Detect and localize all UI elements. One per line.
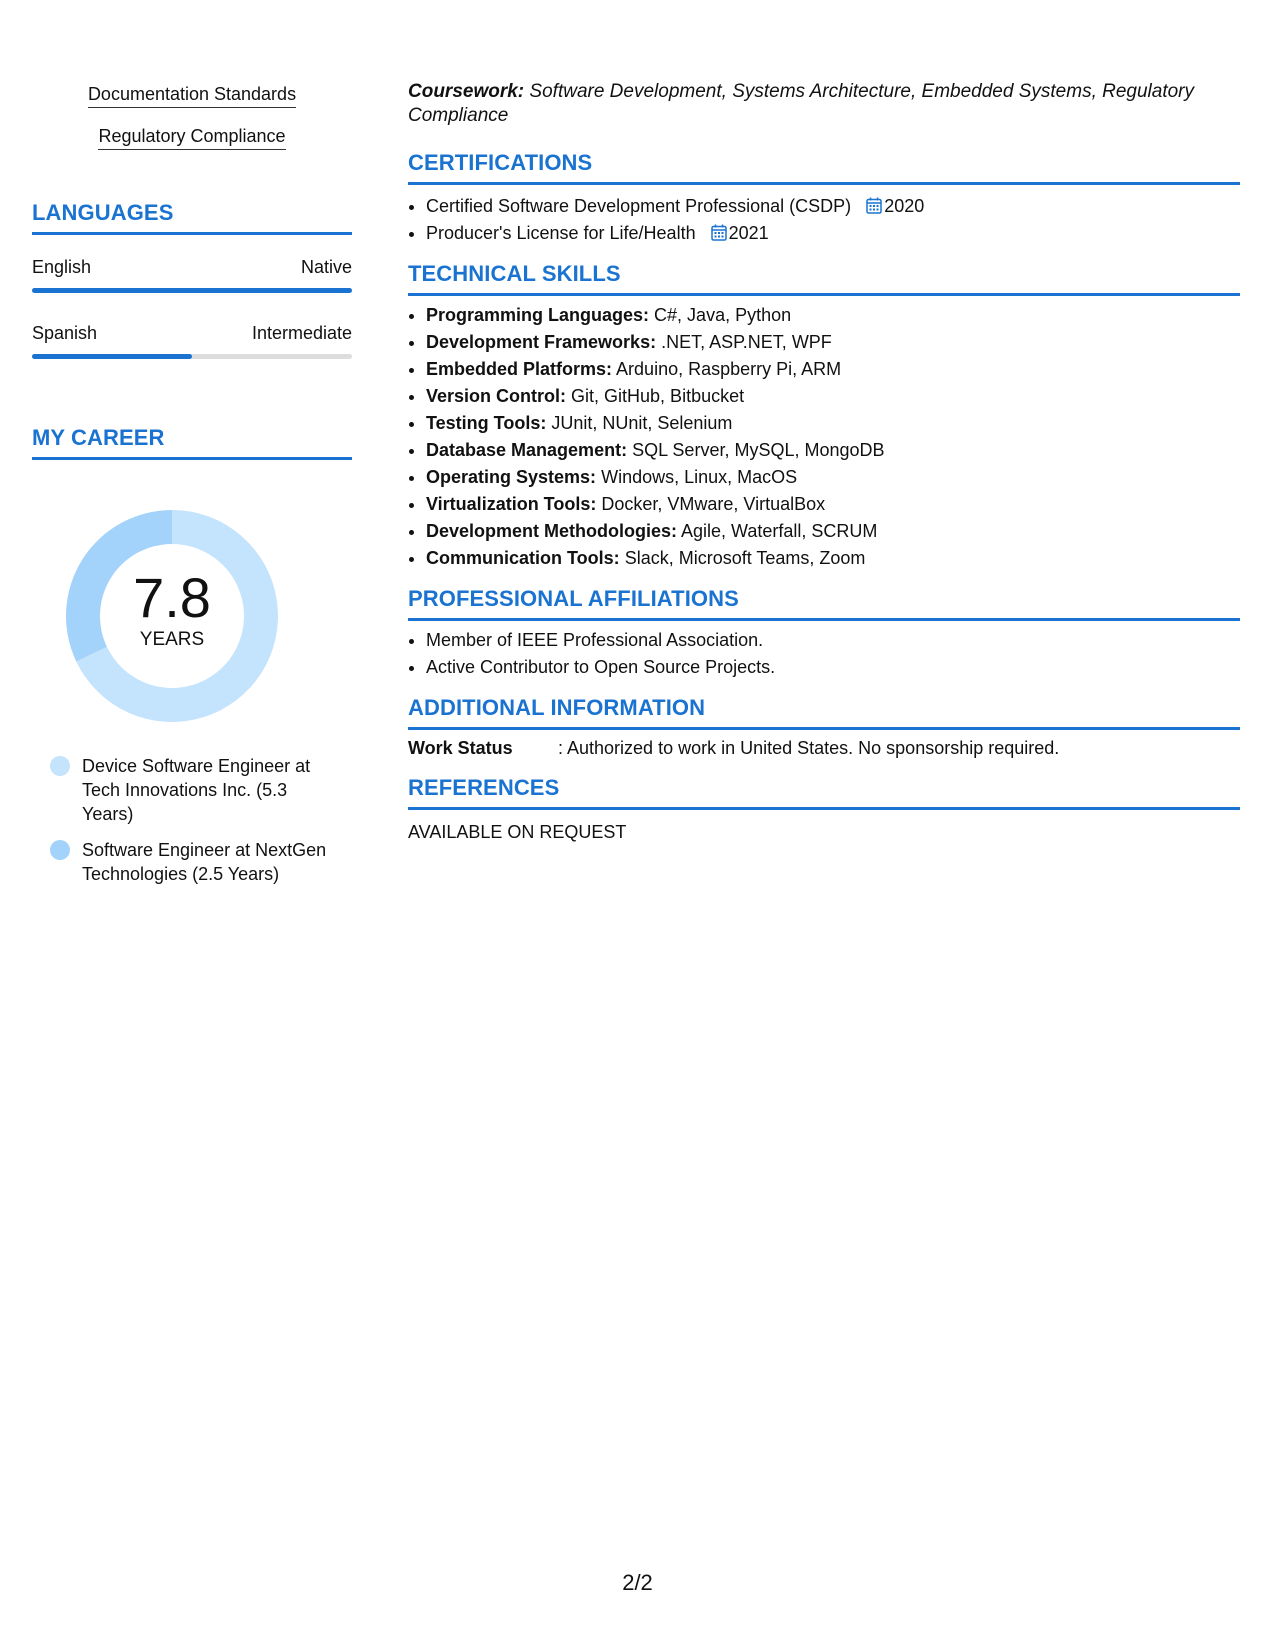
skill-value: Windows, Linux, MacOS: [601, 467, 798, 487]
skill-label: Development Methodologies:: [426, 521, 678, 541]
affiliations-section: [408, 586, 1240, 681]
career-legend-item: [50, 838, 340, 886]
legend-label: Device Software Engineer at Tech Innovations Inc. (5.3 Years): [82, 756, 311, 824]
skill-tag-label: Documentation Standards: [88, 84, 296, 108]
skill-item: [426, 464, 1240, 491]
certifications-section: [408, 150, 1240, 247]
skill-label: Programming Languages:: [426, 305, 650, 325]
section-rule: [32, 232, 352, 235]
skill-value: Agile, Waterfall, SCRUM: [681, 521, 878, 541]
skill-item: [426, 329, 1240, 356]
additional-info-row: [408, 738, 1240, 759]
technical-skills-section: [408, 261, 1240, 572]
skill-item: [426, 437, 1240, 464]
skill-value: SQL Server, MySQL, MongoDB: [632, 440, 885, 460]
language-proficiency-bar: [32, 288, 352, 293]
language-name: English: [32, 257, 92, 277]
coursework: [408, 80, 1240, 128]
career-donut-chart: [32, 496, 352, 736]
section-rule: [408, 182, 1240, 185]
career-title: MY CAREER: [32, 425, 165, 450]
skill-value: Git, GitHub, Bitbucket: [571, 386, 745, 406]
skill-label: Testing Tools:: [426, 413, 547, 433]
section-rule: [408, 807, 1240, 810]
career-legend: [32, 754, 340, 886]
certification-name: Producer's License for Life/Health: [426, 223, 696, 243]
career-legend-item: [50, 754, 340, 826]
skill-label: Virtualization Tools:: [426, 494, 597, 514]
additional-info-title: ADDITIONAL INFORMATION: [408, 695, 706, 720]
references-title: REFERENCES: [408, 775, 560, 800]
skill-label: Embedded Platforms:: [426, 359, 613, 379]
skill-value: Arduino, Raspberry Pi, ARM: [616, 359, 842, 379]
legend-label: Software Engineer at NextGen Technologies (2.5 Years): [82, 840, 327, 884]
career-section: [32, 425, 352, 886]
calendar-icon: [866, 197, 882, 214]
skill-value: C#, Java, Python: [654, 305, 792, 325]
skill-label: Communication Tools:: [426, 548, 620, 568]
section-rule: [408, 727, 1240, 730]
skill-label: Development Frameworks:: [426, 332, 657, 352]
coursework-text: Software Development, Systems Architecture, Embedded Systems, Regulatory Compliance: [408, 81, 1195, 126]
skill-label: Version Control:: [426, 386, 567, 406]
skill-item: [426, 356, 1240, 383]
language-name: Spanish: [32, 323, 98, 343]
certifications-title: CERTIFICATIONS: [408, 150, 593, 175]
calendar-icon: [711, 224, 727, 241]
skill-value: Slack, Microsoft Teams, Zoom: [624, 548, 866, 568]
skill-item: [426, 545, 1240, 572]
coursework-label: Coursework:: [408, 81, 525, 102]
language-level: Native: [300, 257, 352, 277]
references-section: [408, 775, 1240, 843]
skill-tag: [32, 84, 352, 126]
skill-item: [426, 491, 1240, 518]
certification-year: 2021: [728, 223, 769, 243]
language-proficiency-fill: [32, 354, 192, 359]
additional-info-key: Work Status: [408, 738, 513, 758]
languages-section: [32, 200, 352, 359]
certification-item: [426, 220, 1240, 247]
skill-value: JUnit, NUnit, Selenium: [551, 413, 733, 433]
left-column: [32, 84, 352, 886]
language-item: [32, 323, 352, 359]
legend-dot: [50, 756, 70, 776]
skill-tag-label: Regulatory Compliance: [98, 126, 285, 150]
skill-tag: [32, 126, 352, 150]
language-proficiency-fill: [32, 288, 352, 293]
page-number: 2/2: [622, 1570, 653, 1595]
skill-label: Operating Systems:: [426, 467, 597, 487]
skill-item: [426, 518, 1240, 545]
career-total-years: 7.8: [133, 566, 211, 629]
certification-year: 2020: [884, 196, 925, 216]
references-text: AVAILABLE ON REQUEST: [408, 822, 627, 842]
certification-name: Certified Software Development Professional (CSDP): [426, 196, 852, 216]
additional-info-value: : Authorized to work in United States. No sponsorship required.: [558, 738, 1060, 758]
affiliation-item: • Active Contributor to Open Source Projects.: [426, 654, 1240, 681]
skill-item: [426, 383, 1240, 410]
languages-title: LANGUAGES: [32, 200, 174, 225]
section-rule: [32, 457, 352, 460]
skill-value: Docker, VMware, VirtualBox: [601, 494, 826, 514]
career-total-unit: YEARS: [139, 629, 205, 650]
skill-label: Database Management:: [426, 440, 628, 460]
right-column: [408, 80, 1240, 843]
language-item: [32, 257, 352, 293]
language-level: Intermediate: [251, 323, 352, 343]
skill-item: [426, 410, 1240, 437]
affiliations-title: PROFESSIONAL AFFILIATIONS: [408, 586, 739, 611]
certification-item: [426, 193, 1240, 220]
section-rule: [408, 618, 1240, 621]
additional-info-section: [408, 695, 1240, 759]
language-proficiency-bar: [32, 354, 352, 359]
legend-dot: [50, 840, 70, 860]
skill-item: [426, 302, 1240, 329]
section-rule: [408, 293, 1240, 296]
affiliation-item: • Member of IEEE Professional Association.: [426, 627, 1240, 654]
technical-skills-title: TECHNICAL SKILLS: [408, 261, 621, 286]
skill-value: .NET, ASP.NET, WPF: [661, 332, 832, 352]
